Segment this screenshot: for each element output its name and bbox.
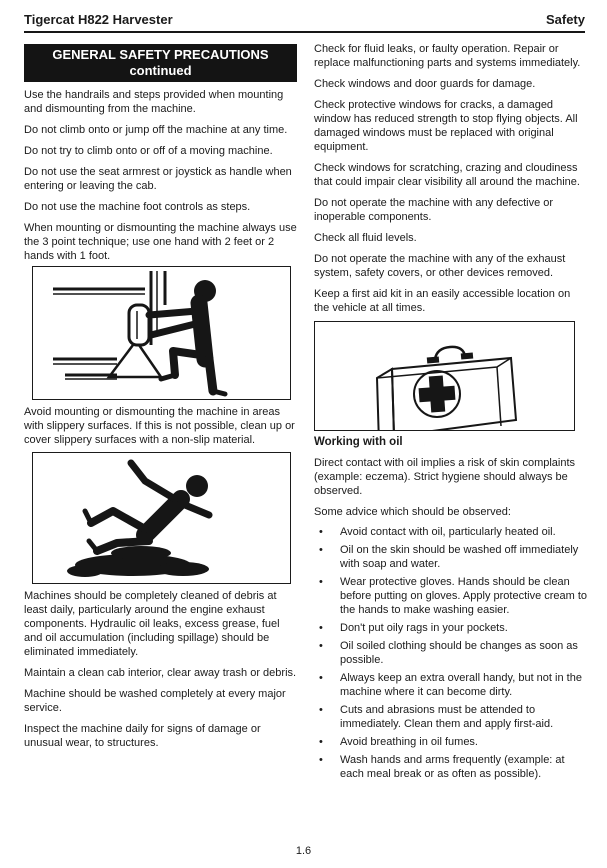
bullet-marker: • (319, 576, 323, 588)
bullet-item (314, 543, 588, 571)
bullet-text: Wear protective gloves. Hands should be clean before putting on gloves. Apply protective cream to the hands to make washing easier. (340, 576, 588, 616)
bullet-item (314, 735, 588, 749)
bullet-text: Wash hands and arms frequently (example: at each meal break or as often as possible). (340, 754, 565, 780)
bullet-marker: • (319, 704, 323, 716)
paragraph: Check for fluid leaks, or faulty operation. Repair or replace malfunctioning parts and systems immediately. (314, 43, 581, 69)
chapter-title: Safety (545, 12, 585, 27)
bullet-item (314, 753, 588, 781)
bullet-item (314, 671, 588, 699)
bullet-text: Cuts and abrasions must be attended to immediately. Clean them and apply first-aid. (340, 704, 554, 730)
paragraph: Do not operate the machine with any defective or inoperable components. (314, 197, 554, 223)
bullet-text: Avoid breathing in oil fumes. (340, 736, 478, 748)
first-aid-kit-icon (315, 322, 574, 430)
bullet-item (314, 575, 588, 617)
paragraph: Some advice which should be observed: (314, 506, 511, 518)
paragraph: Maintain a clean cab interior, clear away trash or debris. (24, 667, 297, 679)
bullet-marker: • (319, 544, 323, 556)
section-title-box (24, 44, 297, 82)
paragraph: Keep a first aid kit in an easily accessible location on the vehicle at all times. (314, 288, 571, 314)
bullet-marker: • (319, 640, 323, 652)
paragraph: Machines should be completely cleaned of debris at least daily, particularly around the engine exhaust components. Hydraulic oil leaks, excess grease, fuel and oil accumulation (including spillage) should be eliminated immediately. (24, 590, 280, 658)
bullet-item (314, 525, 588, 539)
bullet-text: Don't put oily rags in your pockets. (340, 622, 508, 634)
bullet-item (314, 639, 588, 667)
first-aid-kit-figure (314, 321, 575, 431)
paragraph: Check windows and door guards for damage. (314, 78, 536, 90)
paragraph: Use the handrails and steps provided when mounting and dismounting from the machine. (24, 89, 284, 115)
paragraph: Do not use the seat armrest or joystick as handle when entering or leaving the cab. (24, 166, 292, 192)
bullet-marker: • (319, 754, 323, 766)
paragraph: Do not operate the machine with any of the exhaust system, safety covers, or other devices removed. (314, 253, 566, 279)
slipping-figure (32, 452, 291, 584)
paragraph: Do not climb onto or jump off the machine at any time. (24, 124, 288, 136)
section-title-line2: continued (129, 63, 192, 78)
bullet-marker: • (319, 736, 323, 748)
paragraph: When mounting or dismounting the machine always use the 3 point technique; use one hand with 2 feet or 2 hands with 1 foot. (24, 222, 297, 262)
paragraph: Check all fluid levels. (314, 232, 417, 244)
bullet-text: Oil on the skin should be washed off immediately with soap and water. (340, 544, 579, 570)
page-number: 1.6 (295, 845, 312, 857)
left-column (24, 44, 297, 757)
bullet-text: Avoid contact with oil, particularly heated oil. (340, 526, 556, 538)
paragraph: Machine should be washed completely at every major service. (24, 688, 286, 714)
climbing-machine-figure (32, 266, 291, 400)
paragraph: Check windows for scratching, crazing and cloudiness that could impair clear visibility all around the machine. (314, 162, 580, 188)
paragraph: Do not use the machine foot controls as steps. (24, 201, 251, 213)
header-rule (24, 31, 585, 33)
bullet-item (314, 621, 588, 635)
paragraph: Check protective windows for cracks, a damaged window has reduced strength to stop flying objects. All damaged windows must be replaced with original equipment. (314, 99, 578, 153)
bullet-marker: • (319, 526, 323, 538)
person-climbing-icon (33, 267, 290, 399)
page-header (24, 12, 585, 27)
bullet-text: Always keep an extra overall handy, but not in the machine where it can become dirty. (340, 672, 582, 698)
paragraph: Do not try to climb onto or off of a moving machine. (24, 145, 273, 157)
bullet-item (314, 703, 588, 731)
person-slipping-icon (33, 453, 290, 583)
section-title-line1: GENERAL SAFETY PRECAUTIONS (52, 47, 269, 62)
paragraph: Avoid mounting or dismounting the machine in areas with slippery surfaces. If this is not possible, clean up or cover slippery surfaces with a non-slip material. (24, 406, 295, 446)
bullet-marker: • (319, 622, 323, 634)
document-title: Tigercat H822 Harvester (24, 12, 173, 27)
bullet-text: Oil soiled clothing should be changes as soon as possible. (340, 640, 578, 666)
working-with-oil-heading: Working with oil (314, 436, 403, 448)
bullet-marker: • (319, 672, 323, 684)
paragraph: Direct contact with oil implies a risk of skin complaints (example: eczema). Strict hygiene should always be observed. (314, 457, 576, 497)
right-column (314, 42, 588, 785)
paragraph: Inspect the machine daily for signs of damage or unusual wear, to structures. (24, 723, 261, 749)
